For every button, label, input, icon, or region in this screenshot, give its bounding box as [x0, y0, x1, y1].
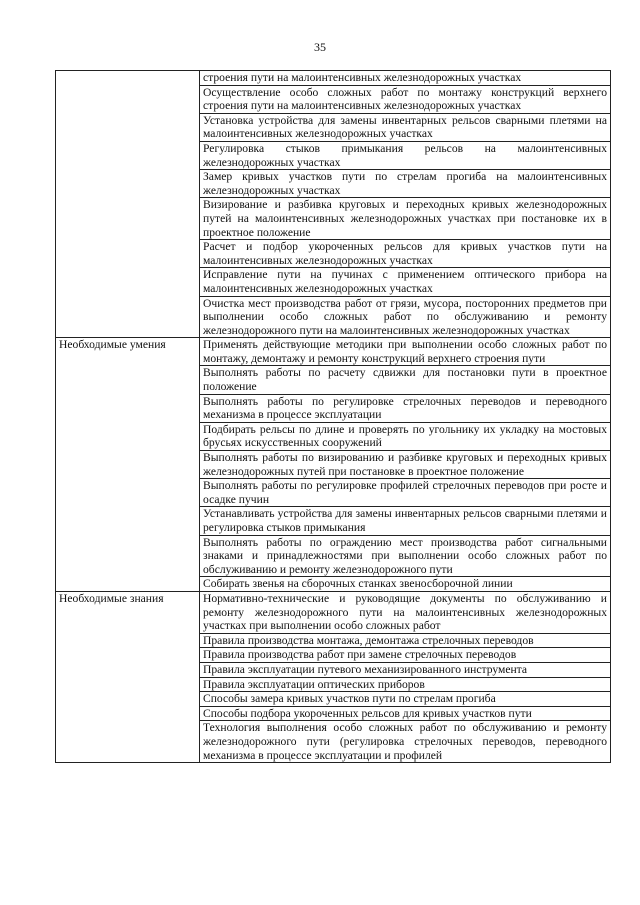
table-cell: Выполнять работы по регулировке профилей стрелочных переводов при росте и осадке пучин: [200, 479, 611, 507]
table-cell: Правила производства работ при замене стрелочных переводов: [200, 648, 611, 663]
table-cell: Устанавливать устройства для замены инвентарных рельсов сварными плетями и регулировка стыков примыкания: [200, 507, 611, 535]
section-label: Необходимые умения: [56, 338, 200, 592]
table-cell: Выполнять работы по расчету сдвижки для постановки пути в проектное положение: [200, 366, 611, 394]
table-cell: Осуществление особо сложных работ по монтажу конструкций верхнего строения пути на малоинтенсивных железнодорожных участках: [200, 85, 611, 113]
table-cell: Подбирать рельсы по длине и проверять по угольнику их укладку на мостовых брусьях искусственных сооружений: [200, 422, 611, 450]
table-cell: Правила эксплуатации оптических приборов: [200, 677, 611, 692]
table-cell: Собирать звенья на сборочных станках звеносборочной линии: [200, 577, 611, 592]
page-number: 35: [314, 40, 326, 54]
table-cell: Установка устройства для замены инвентарных рельсов сварными плетями на малоинтенсивных железнодорожных участках: [200, 113, 611, 141]
table-cell: Очистка мест производства работ от грязи, мусора, посторонних предметов при выполнении особо сложных работ по обслуживанию и ремонту железнодорожного пути на малоинтенсивных железнодорожных участках: [200, 296, 611, 338]
table-cell: Расчет и подбор укороченных рельсов для кривых участков пути на малоинтенсивных железнодорожных участках: [200, 240, 611, 268]
table-row: [56, 338, 611, 366]
table-cell: Регулировка стыков примыкания рельсов на малоинтенсивных железнодорожных участках: [200, 141, 611, 169]
table-row: [56, 71, 611, 86]
competency-table: [55, 70, 611, 763]
table-cell: Выполнять работы по визированию и разбивке круговых и переходных кривых железнодорожных путей при постановке в проектное положение: [200, 451, 611, 479]
table-cell: Технология выполнения особо сложных работ по обслуживанию и ремонту железнодорожного пути (регулировка стрелочных переводов, переводного механизма в процессе эксплуатации и профилей: [200, 721, 611, 763]
section-label: [56, 71, 200, 338]
table-cell: Выполнять работы по регулировке стрелочных переводов и переводного механизма в процессе эксплуатации: [200, 394, 611, 422]
table-cell: Способы замера кривых участков пути по стрелам прогиба: [200, 692, 611, 707]
section-label: Необходимые знания: [56, 591, 200, 762]
table-cell: Замер кривых участков пути по стрелам прогиба на малоинтенсивных железнодорожных участках: [200, 170, 611, 198]
table-cell: строения пути на малоинтенсивных железнодорожных участках: [200, 71, 611, 86]
table-cell: Способы подбора укороченных рельсов для кривых участков пути: [200, 706, 611, 721]
table-cell: Визирование и разбивка круговых и переходных кривых железнодорожных путей на малоинтенсивных железнодорожных участках при постановке их в проектное положение: [200, 198, 611, 240]
table-cell: Нормативно-технические и руководящие документы по обслуживанию и ремонту железнодорожного пути на малоинтенсивных железнодорожных участках при выполнении особо сложных работ: [200, 591, 611, 633]
table-cell: Правила производства монтажа, демонтажа стрелочных переводов: [200, 633, 611, 648]
table-cell: Применять действующие методики при выполнении особо сложных работ по монтажу, демонтажу и ремонту конструкций верхнего строения пути: [200, 338, 611, 366]
table-cell: Выполнять работы по ограждению мест производства работ сигнальными знаками и принадлежностями при выполнении особо сложных работ по обслуживанию и ремонту железнодорожного пути: [200, 535, 611, 577]
table-cell: Исправление пути на пучинах с применением оптического прибора на малоинтенсивных железнодорожных участках: [200, 268, 611, 296]
table-row: [56, 591, 611, 633]
table-cell: Правила эксплуатации путевого механизированного инструмента: [200, 662, 611, 677]
